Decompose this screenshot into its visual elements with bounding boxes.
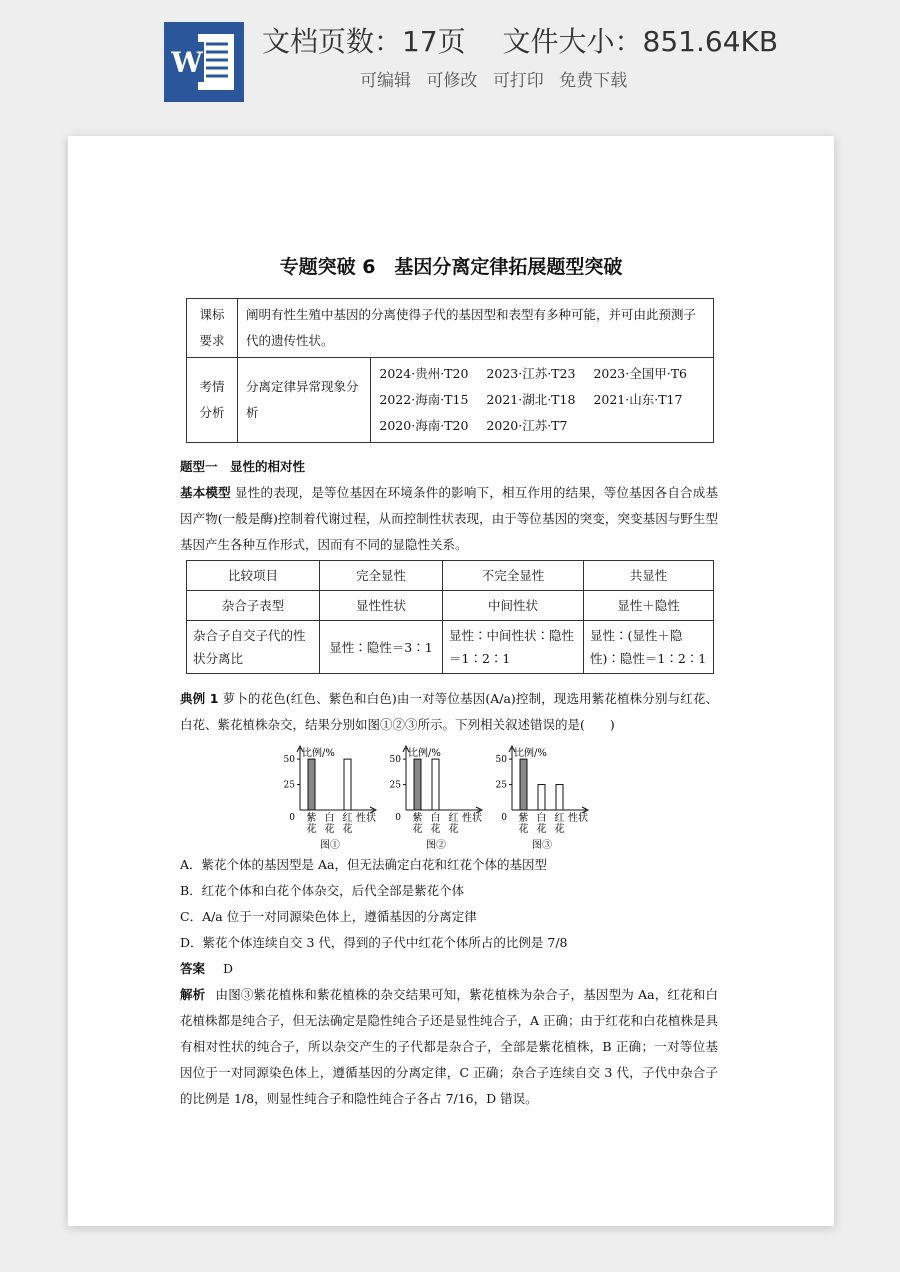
column-header: 完全显性 (320, 561, 443, 591)
x-tick-label: 花 (342, 824, 353, 835)
x-tick-label: 红 (448, 813, 459, 824)
x-tick-label: 花 (448, 824, 459, 835)
table-row (187, 621, 714, 674)
y-axis-label: 比例/% (408, 748, 441, 759)
page-count: 文档页数：17页 (262, 25, 466, 58)
column-header: 共显性 (584, 561, 714, 591)
x-tick-label: 红 (554, 813, 565, 824)
answer-line (180, 956, 233, 982)
curriculum-table (186, 298, 714, 443)
x-tick-label: 紫 (518, 813, 529, 824)
y-tick-label: 50 (389, 755, 401, 766)
y-tick-label: 25 (495, 780, 507, 791)
basic-model-paragraph (180, 480, 718, 558)
answer-value: D (223, 961, 234, 976)
bar-charts-figure (283, 744, 616, 856)
exam-ref: 2023·全国甲·T6 (593, 366, 687, 381)
figure-caption: 图② (426, 840, 446, 851)
tag-free-download: 免费下载 (559, 71, 628, 91)
y-axis-label: 比例/% (514, 748, 547, 759)
banner-title (262, 20, 778, 60)
y-tick-label: 25 (283, 780, 295, 791)
table-cell: 显性∶(显性＋隐性)∶隐性＝1∶2∶1 (584, 621, 714, 674)
y-axis-label: 比例/% (302, 748, 335, 759)
y-tick-label: 25 (389, 780, 401, 791)
y-tick-label: 0 (501, 813, 507, 823)
tag-editable: 可编辑 (360, 71, 411, 91)
x-tick-label: 白 (324, 813, 335, 824)
x-tick-label: 花 (306, 824, 317, 835)
y-tick-label: 50 (495, 755, 507, 766)
document-title: 专题突破 6 基因分离定律拓展题型突破 (279, 256, 623, 278)
exam-ref: 2020·江苏·T7 (486, 418, 568, 433)
table-cell: 显性＋隐性 (584, 591, 714, 621)
x-tick-label: 花 (324, 824, 335, 835)
model-label: 基本模型 (180, 485, 231, 500)
table-cell: 杂合子表型 (187, 591, 320, 621)
x-tick-label: 花 (430, 824, 441, 835)
bar-紫花 (414, 759, 421, 810)
exam-ref: 2024·贵州·T20 (379, 366, 469, 381)
dominance-comparison-table (186, 560, 714, 674)
option-a: A．紫花个体的基因型是 Aa，但无法确定白花和红花个体的基因型 (180, 857, 547, 872)
y-tick-label: 0 (395, 813, 401, 823)
file-size: 文件大小：851.64KB (502, 25, 779, 58)
x-axis-label: 性状 (356, 813, 376, 824)
exam-ref: 2023·江苏·T23 (486, 366, 576, 381)
answer-label: 答案 (180, 961, 206, 976)
column-header: 不完全显性 (443, 561, 584, 591)
tag-modifiable: 可修改 (426, 71, 478, 91)
exam-references (371, 358, 714, 443)
icon-letter: W (171, 46, 203, 79)
table-row (187, 299, 714, 358)
x-tick-label: 白 (430, 813, 441, 824)
section-heading: 题型一 显性的相对性 (180, 459, 306, 474)
table-cell: 显性∶隐性＝3∶1 (320, 621, 443, 674)
exam-ref: 2021·湖北·T18 (486, 392, 576, 407)
figure-caption: 图① (320, 840, 340, 851)
bar-紫花 (520, 759, 527, 810)
exam-ref: 2021·山东·T17 (593, 392, 683, 407)
x-tick-label: 紫 (412, 813, 423, 824)
curriculum-text: 阐明有性生殖中基因的分离使得子代的基因型和表型有多种可能，并可由此预测子代的遗传性状。 (238, 299, 714, 358)
x-tick-label: 花 (536, 824, 547, 835)
table-cell: 显性∶中间性状∶隐性＝1∶2∶1 (443, 621, 584, 674)
y-tick-label: 0 (289, 813, 295, 823)
x-axis-label: 性状 (568, 813, 588, 824)
x-tick-label: 紫 (306, 813, 317, 824)
table-cell: 杂合子自交子代的性状分离比 (187, 621, 320, 674)
bar-红花 (344, 759, 351, 810)
example-text: 萝卜的花色(红色、紫色和白色)由一对等位基因(A/a)控制，现选用紫花植株分别与红花、白花、紫花植株杂交，结果分别如图①②③所示。下列相关叙述错误的是( ) (180, 691, 718, 732)
word-document-icon (164, 22, 244, 102)
model-text: 显性的表现，是等位基因在环境条件的影响下，相互作用的结果，等位基因各自合成基因产物(一般是酶)控制着代谢过程，从而控制性状表现，由于等位基因的突变，突变基因与野生型基因产生各种互作形式，因而有不同的显隐性关系。 (180, 485, 718, 552)
tag-printable: 可打印 (492, 71, 544, 91)
example-question (180, 686, 718, 738)
x-axis-label: 性状 (462, 813, 482, 824)
option-b: B．红花个体和白花个体杂交，后代全部是紫花个体 (180, 883, 465, 898)
table-header-row (187, 561, 714, 591)
x-tick-label: 白 (536, 813, 547, 824)
table-cell: 中间性状 (443, 591, 584, 621)
table-cell: 显性性状 (320, 591, 443, 621)
banner-tags (360, 66, 637, 91)
x-tick-label: 花 (554, 824, 565, 835)
bar-红花 (556, 785, 563, 810)
bar-白花 (432, 759, 439, 810)
table-row (187, 358, 714, 443)
row-label: 课标要求 (187, 299, 238, 358)
exam-ref: 2020·海南·T20 (379, 418, 469, 433)
exam-ref: 2022·海南·T15 (379, 392, 469, 407)
analysis-paragraph (180, 982, 718, 1112)
x-tick-label: 红 (342, 813, 353, 824)
option-d: D．紫花个体连续自交 3 代，得到的子代中红花个体所占的比例是 7/8 (180, 935, 568, 950)
table-row (187, 591, 714, 621)
example-label: 典例 1 (180, 691, 219, 706)
analysis-text: 由图③紫花植株和紫花植株的杂交结果可知，紫花植株为杂合子，基因型为 Aa，红花和白花植株都是纯合子，但无法确定是隐性纯合子还是显性纯合子，A 正确；由于红花和白花植株是具有相对性状的纯合子，所以杂交产生的子代都是杂合子，全部是紫花植株，B 正确；一对等位基因位于一对同源染色体上，遵循基因的分离定律，C 正确；杂合子连续自交 3 代，子代中杂合子的比例是 1/8，则显性纯合子和隐性纯合子各占 7/16，D 错误。 (180, 987, 719, 1106)
analysis-topic: 分离定律异常现象分析 (238, 358, 371, 443)
bar-白花 (538, 785, 545, 810)
ref-line (379, 413, 705, 439)
figure-caption: 图③ (532, 840, 552, 851)
x-tick-label: 花 (518, 824, 529, 835)
bar-紫花 (308, 759, 315, 810)
x-tick-label: 花 (412, 824, 423, 835)
analysis-label: 解析 (180, 987, 206, 1002)
download-banner (0, 0, 900, 120)
y-tick-label: 50 (283, 755, 295, 766)
option-c: C．A/a 位于一对同源染色体上，遵循基因的分离定律 (180, 909, 477, 924)
column-header: 比较项目 (187, 561, 320, 591)
row-label: 考情分析 (187, 358, 238, 443)
document-page (68, 136, 834, 1226)
ref-line (379, 387, 705, 413)
ref-line (379, 361, 705, 387)
